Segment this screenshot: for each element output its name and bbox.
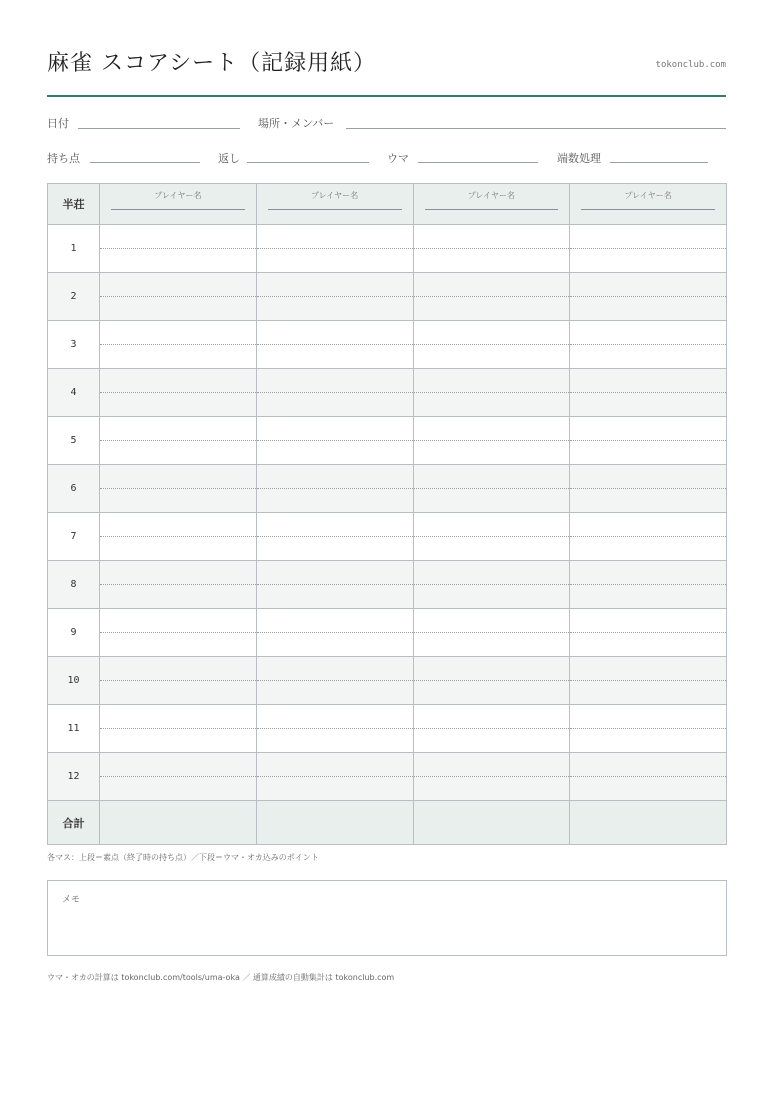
score-cell[interactable]	[256, 561, 413, 609]
total-label: 合計	[48, 801, 100, 845]
cell-divider	[414, 392, 570, 393]
round-number: 8	[48, 561, 100, 609]
score-cell[interactable]	[100, 753, 257, 801]
cell-divider	[414, 680, 570, 681]
player-name-placeholder: プレイヤー名	[310, 191, 359, 200]
return-points-label: 返し	[218, 152, 240, 165]
player-name-line[interactable]	[581, 209, 715, 210]
cell-divider	[100, 776, 256, 777]
score-cell[interactable]	[256, 657, 413, 705]
table-row	[48, 561, 727, 609]
total-cell[interactable]	[413, 801, 570, 845]
table-row	[48, 417, 727, 465]
page-title: 麻雀 スコアシート（記録用紙）	[47, 51, 377, 76]
cell-divider	[570, 392, 726, 393]
place-label: 場所・メンバー	[258, 117, 335, 130]
score-table	[47, 183, 727, 845]
rounding-label: 端数処理	[557, 152, 601, 165]
cell-divider	[570, 344, 726, 345]
total-row	[48, 801, 727, 845]
player-header[interactable]	[100, 184, 257, 225]
score-cell[interactable]	[570, 417, 727, 465]
cell-divider	[100, 344, 256, 345]
score-cell[interactable]	[413, 321, 570, 369]
cell-divider	[100, 440, 256, 441]
round-number: 4	[48, 369, 100, 417]
total-cell[interactable]	[570, 801, 727, 845]
score-cell[interactable]	[100, 225, 257, 273]
table-header-row	[48, 184, 727, 225]
memo-label: メモ	[62, 895, 81, 905]
round-number: 6	[48, 465, 100, 513]
player-name-placeholder: プレイヤー名	[154, 191, 202, 200]
score-cell[interactable]	[100, 609, 257, 657]
cell-divider	[257, 680, 413, 681]
cell-divider	[100, 248, 256, 249]
site-url: tokonclub.com	[655, 60, 726, 70]
score-cell[interactable]	[256, 369, 413, 417]
cell-divider	[570, 632, 726, 633]
cell-divider	[414, 536, 570, 537]
table-row	[48, 705, 727, 753]
score-cell[interactable]	[100, 705, 257, 753]
cell-divider	[414, 440, 570, 441]
player-header[interactable]	[413, 184, 570, 225]
score-cell[interactable]	[413, 609, 570, 657]
uma-label: ウマ	[387, 152, 409, 165]
cell-divider	[100, 488, 256, 489]
table-row	[48, 225, 727, 273]
cell-divider	[257, 776, 413, 777]
player-header[interactable]	[256, 184, 413, 225]
cell-divider	[414, 584, 570, 585]
start-points-field[interactable]	[90, 162, 200, 163]
score-cell[interactable]	[413, 465, 570, 513]
score-cell[interactable]	[100, 513, 257, 561]
cell-divider	[100, 728, 256, 729]
score-cell[interactable]	[570, 705, 727, 753]
cell-divider	[414, 248, 570, 249]
score-cell[interactable]	[256, 513, 413, 561]
score-cell[interactable]	[570, 225, 727, 273]
score-cell[interactable]	[570, 513, 727, 561]
cell-divider	[257, 392, 413, 393]
table-row	[48, 369, 727, 417]
cell-divider	[570, 488, 726, 489]
round-number: 5	[48, 417, 100, 465]
cell-divider	[414, 776, 570, 777]
score-cell[interactable]	[570, 273, 727, 321]
cell-divider	[414, 296, 570, 297]
score-cell[interactable]	[413, 705, 570, 753]
score-cell[interactable]	[100, 657, 257, 705]
score-cell[interactable]	[256, 705, 413, 753]
cell-divider	[570, 584, 726, 585]
cell-divider	[100, 584, 256, 585]
cell-divider	[570, 440, 726, 441]
cell-divider	[257, 344, 413, 345]
score-cell[interactable]	[570, 609, 727, 657]
return-points-field[interactable]	[247, 162, 369, 163]
cell-divider	[570, 680, 726, 681]
cell-divider	[257, 536, 413, 537]
cell-divider	[570, 296, 726, 297]
score-cell[interactable]	[570, 561, 727, 609]
round-number: 10	[48, 657, 100, 705]
start-points-label: 持ち点	[47, 152, 80, 165]
score-cell[interactable]	[256, 609, 413, 657]
total-cell[interactable]	[256, 801, 413, 845]
player-name-placeholder: プレイヤー名	[624, 191, 672, 200]
score-cell[interactable]	[256, 465, 413, 513]
cell-divider	[570, 728, 726, 729]
round-number: 1	[48, 225, 100, 273]
table-row	[48, 657, 727, 705]
cell-divider	[257, 296, 413, 297]
score-cell[interactable]	[413, 753, 570, 801]
cell-divider	[570, 248, 726, 249]
cell-divider	[414, 632, 570, 633]
round-number: 3	[48, 321, 100, 369]
player-header[interactable]	[570, 184, 727, 225]
cell-divider	[257, 248, 413, 249]
table-row	[48, 609, 727, 657]
score-cell[interactable]	[413, 561, 570, 609]
rounding-field[interactable]	[610, 162, 708, 163]
score-cell[interactable]	[256, 273, 413, 321]
player-name-placeholder: プレイヤー名	[467, 191, 516, 200]
score-cell[interactable]	[256, 225, 413, 273]
score-cell[interactable]	[570, 465, 727, 513]
date-field[interactable]	[78, 128, 240, 129]
round-number: 12	[48, 753, 100, 801]
score-cell[interactable]	[413, 657, 570, 705]
score-cell[interactable]	[570, 657, 727, 705]
score-cell[interactable]	[413, 225, 570, 273]
table-row	[48, 513, 727, 561]
cell-divider	[570, 776, 726, 777]
cell-divider	[414, 728, 570, 729]
score-cell[interactable]	[100, 465, 257, 513]
score-cell[interactable]	[413, 417, 570, 465]
table-row	[48, 753, 727, 801]
cell-divider	[100, 632, 256, 633]
cell-divider	[100, 536, 256, 537]
table-row	[48, 321, 727, 369]
place-field[interactable]	[346, 128, 726, 129]
score-cell[interactable]	[413, 513, 570, 561]
round-number: 2	[48, 273, 100, 321]
score-cell[interactable]	[256, 417, 413, 465]
title-divider	[47, 95, 726, 97]
cell-divider	[257, 632, 413, 633]
score-cell[interactable]	[256, 753, 413, 801]
memo-box[interactable]	[47, 880, 727, 956]
cell-divider	[257, 440, 413, 441]
uma-field[interactable]	[418, 162, 538, 163]
date-label: 日付	[47, 117, 69, 130]
cell-divider	[257, 488, 413, 489]
score-cell[interactable]	[413, 273, 570, 321]
round-number: 9	[48, 609, 100, 657]
score-cell[interactable]	[570, 321, 727, 369]
round-number: 7	[48, 513, 100, 561]
score-cell[interactable]	[570, 369, 727, 417]
score-cell[interactable]	[100, 273, 257, 321]
table-row	[48, 465, 727, 513]
score-cell[interactable]	[100, 417, 257, 465]
cell-divider	[100, 680, 256, 681]
score-cell[interactable]	[413, 369, 570, 417]
score-cell[interactable]	[100, 321, 257, 369]
score-cell[interactable]	[570, 753, 727, 801]
cell-divider	[414, 344, 570, 345]
player-name-line[interactable]	[268, 209, 402, 210]
hanchan-header: 半荘	[48, 184, 100, 225]
cell-divider	[570, 536, 726, 537]
player-name-line[interactable]	[111, 209, 245, 210]
cell-usage-note: 各マス：上段＝素点（終了時の持ち点）／下段＝ウマ・オカ込みのポイント	[47, 853, 319, 862]
score-cell[interactable]	[100, 369, 257, 417]
cell-divider	[100, 392, 256, 393]
total-cell[interactable]	[100, 801, 257, 845]
cell-divider	[414, 488, 570, 489]
player-name-line[interactable]	[425, 209, 559, 210]
footer-note: ウマ・オカの計算は tokonclub.com/tools/uma-oka ／ 通算成績の自動集計は tokonclub.com	[47, 973, 395, 982]
cell-divider	[100, 296, 256, 297]
table-row	[48, 273, 727, 321]
score-cell[interactable]	[100, 561, 257, 609]
score-cell[interactable]	[256, 321, 413, 369]
cell-divider	[257, 584, 413, 585]
cell-divider	[257, 728, 413, 729]
round-number: 11	[48, 705, 100, 753]
